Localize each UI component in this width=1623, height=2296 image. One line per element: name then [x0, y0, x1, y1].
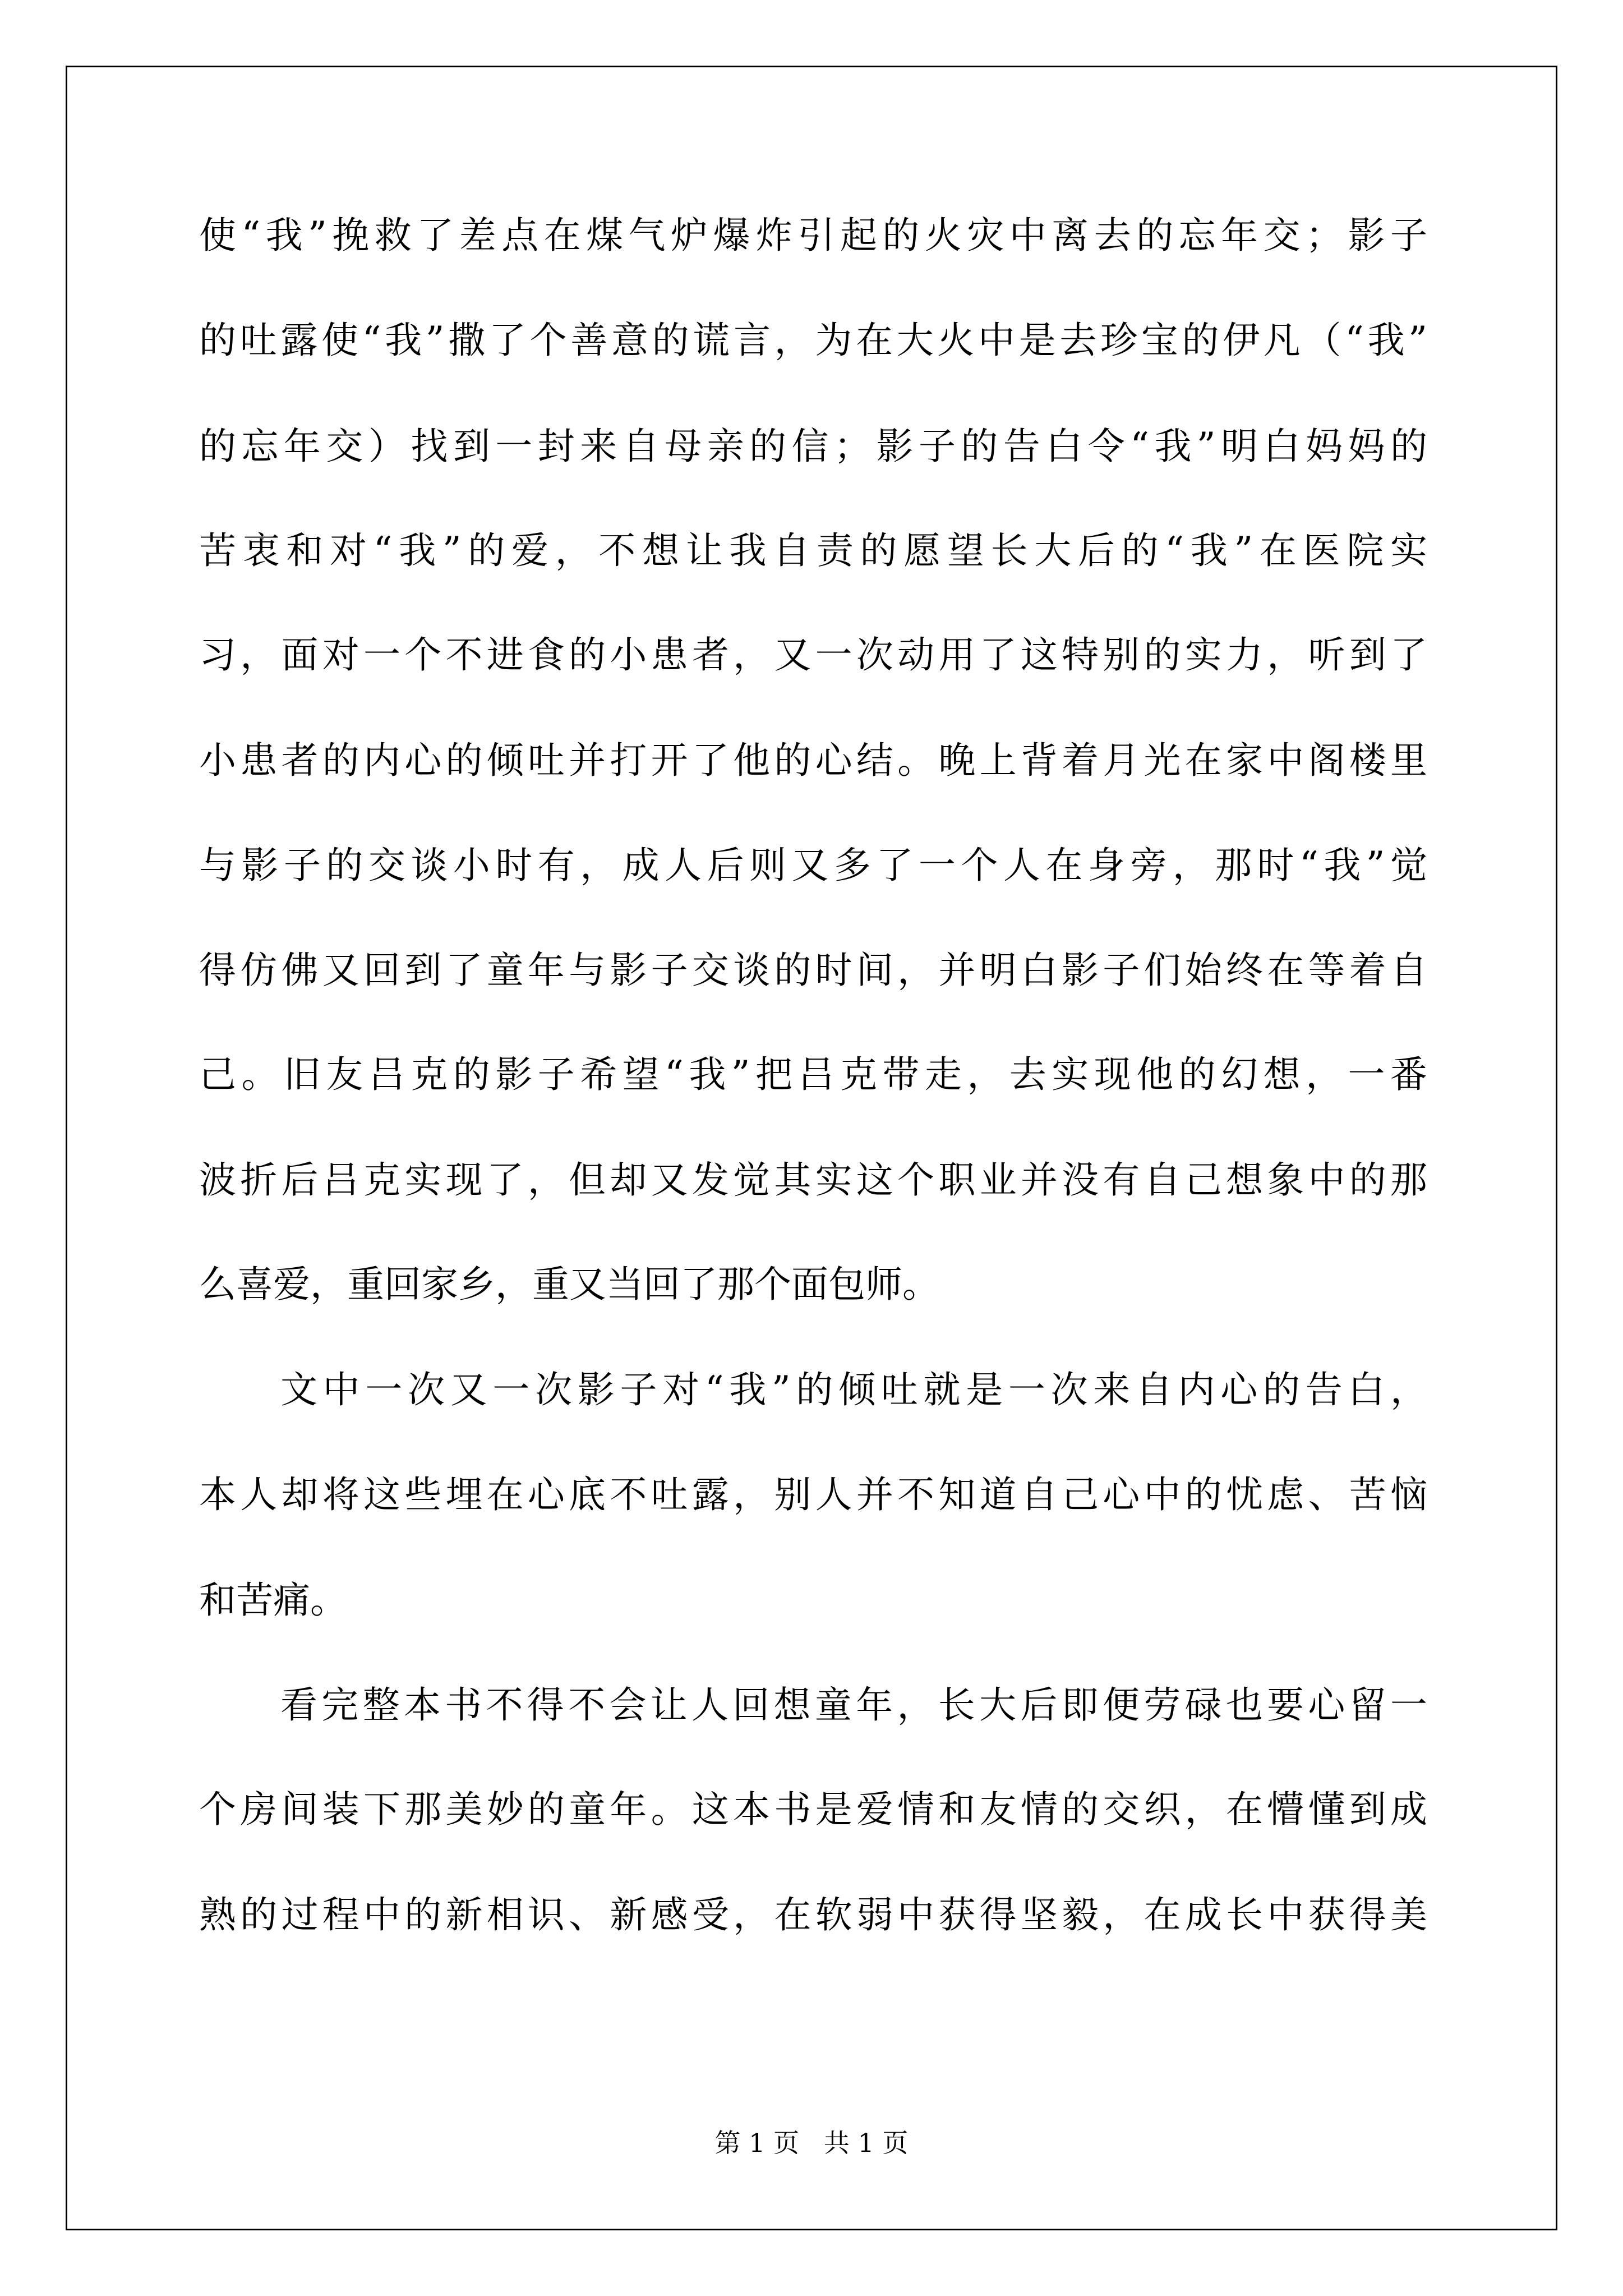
text-line: 和苦痛。	[199, 1579, 347, 1622]
text-line: 习，面对一个不进食的小患者，又一次动用了这特别的实力，听到了	[199, 633, 1427, 677]
text-line: 的忘年交）找到一封来自母亲的信；影子的告白令“我”明白妈妈的	[199, 425, 1427, 468]
paragraph-first-line: 看完整本书不得不会让人回想童年，长大后即便劳碌也要心留一	[280, 1683, 1427, 1727]
text-line: 苦衷和对“我”的爱，不想让我自责的愿望长大后的“我”在医院实	[199, 529, 1427, 572]
text-line: 波折后吕克实现了，但却又发觉其实这个职业并没有自己想象中的那	[199, 1158, 1427, 1202]
text-line: 使“我”挽救了差点在煤气炉爆炸引起的火灾中离去的忘年交；影子	[199, 214, 1427, 257]
paragraph-first-line: 文中一次又一次影子对“我”的倾吐就是一次来自内心的告白，	[280, 1368, 1427, 1411]
text-line: 己。旧友吕克的影子希望“我”把吕克带走，去实现他的幻想，一番	[199, 1053, 1427, 1096]
text-line: 个房间装下那美妙的童年。这本书是爱情和友情的交织，在懵懂到成	[199, 1788, 1427, 1831]
text-line: 本人却将这些埋在心底不吐露，别人并不知道自己心中的忧虑、苦恼	[199, 1473, 1427, 1516]
text-line: 熟的过程中的新相识、新感受，在软弱中获得坚毅，在成长中获得美	[199, 1893, 1427, 1936]
text-line: 么喜爱，重回家乡，重又当回了那个面包师。	[199, 1263, 939, 1306]
text-line: 与影子的交谈小时有，成人后则又多了一个人在身旁，那时“我”觉	[199, 844, 1427, 887]
text-line: 小患者的内心的倾吐并打开了他的心结。晚上背着月光在家中阁楼里	[199, 739, 1427, 782]
page-footer: 第 1 页 共 1 页	[714, 2128, 909, 2158]
text-line: 的吐露使“我”撒了个善意的谎言，为在大火中是去珍宝的伊凡（“我”	[199, 319, 1427, 362]
text-line: 得仿佛又回到了童年与影子交谈的时间，并明白影子们始终在等着自	[199, 949, 1427, 992]
